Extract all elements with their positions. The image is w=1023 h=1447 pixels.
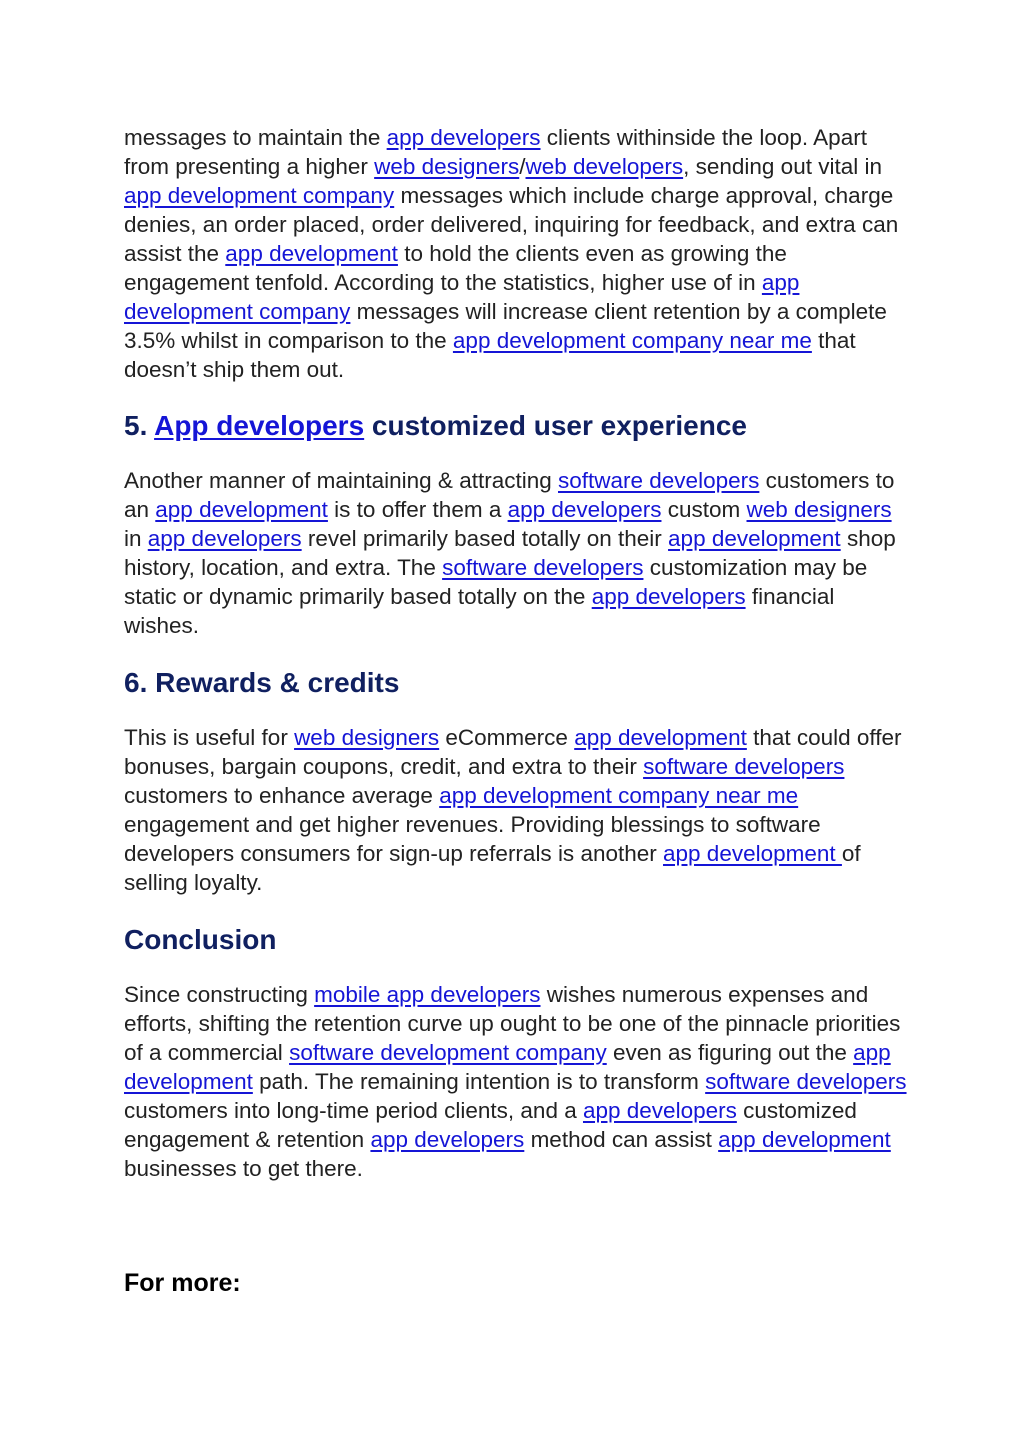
paragraph-2 (124, 466, 914, 640)
hyperlink[interactable]: software developers (643, 754, 845, 779)
hyperlink[interactable]: app developers (386, 125, 541, 150)
paragraph-4 (124, 980, 914, 1183)
hyperlink[interactable]: app development (155, 497, 328, 522)
hyperlink[interactable]: app development (668, 526, 841, 551)
text-run: shop history, location, and extra. The (124, 526, 896, 580)
hyperlink[interactable]: app developers (582, 1098, 737, 1123)
heading-5-customized-user-experience (124, 409, 914, 443)
text-run: is to offer them a (327, 497, 508, 522)
hyperlink[interactable]: web designers (374, 154, 520, 179)
text-run: customers into long-time period clients, and a (124, 1098, 583, 1123)
hyperlink[interactable]: app developers (591, 584, 746, 609)
paragraph-1 (124, 123, 914, 384)
hyperlink[interactable]: app development company near me (439, 783, 799, 808)
hyperlink[interactable]: software developers (705, 1069, 907, 1094)
hyperlink[interactable]: app development company (124, 270, 800, 324)
text-run: to hold the clients even as growing the engagement tenfold. According to the statistics, higher use of in (124, 241, 787, 295)
text-run: even as figuring out the (606, 1040, 854, 1065)
text-run: Since constructing (124, 982, 315, 1007)
text-run: in (124, 526, 148, 551)
text-run: of selling loyalty. (124, 841, 861, 895)
text-run: Conclusion (124, 924, 277, 955)
text-run: This is useful for (124, 725, 295, 750)
text-run: eCommerce (439, 725, 575, 750)
hyperlink[interactable]: app development (225, 241, 398, 266)
text-run: engagement and get higher revenues. Providing blessings to software developers consumers for sign-up referrals is another (124, 812, 821, 866)
text-run: customers to enhance average (124, 783, 440, 808)
paragraph-3 (124, 723, 914, 897)
text-run: that doesn’t ship them out. (124, 328, 856, 382)
hyperlink[interactable]: software developers (558, 468, 760, 493)
for-more-heading: For more: (124, 1269, 241, 1297)
text-run: businesses to get there. (124, 1156, 363, 1181)
text-run: 6. Rewards & credits (124, 667, 400, 698)
hyperlink[interactable]: app development (663, 841, 842, 866)
text-run: path. The remaining intention is to transform (252, 1069, 706, 1094)
text-run: / (519, 154, 526, 179)
hyperlink[interactable]: app development (574, 725, 747, 750)
text-run: , sending out vital in (683, 154, 882, 179)
text-run: 5. (124, 410, 155, 441)
text-run: customized user experience (364, 410, 747, 441)
hyperlink[interactable]: app development (718, 1127, 891, 1152)
text-run: messages which include charge approval, charge denies, an order placed, order delivered, inquiring for feedback, and extra can assist the (124, 183, 899, 266)
text-run: customized engagement & retention (124, 1098, 857, 1152)
text-run: that could offer bonuses, bargain coupons, credit, and extra to their (124, 725, 902, 779)
text-run: custom (661, 497, 747, 522)
hyperlink[interactable]: software development company (289, 1040, 607, 1065)
hyperlink[interactable]: app developers (147, 526, 302, 551)
text-run: financial wishes. (124, 584, 835, 638)
hyperlink[interactable]: app developers (507, 497, 662, 522)
hyperlink[interactable]: software developers (442, 555, 644, 580)
hyperlink[interactable]: app development company near me (452, 328, 812, 353)
text-run: method can assist (524, 1127, 719, 1152)
text-run: customers to an (124, 468, 895, 522)
article-body (124, 123, 914, 1183)
text-run: Another manner of maintaining & attracting (124, 468, 558, 493)
hyperlink[interactable]: app development (124, 1040, 891, 1094)
text-run: wishes numerous expenses and efforts, shifting the retention curve up ought to be one of the pinnacle priorities of a commercial (124, 982, 901, 1065)
heading-conclusion (124, 923, 914, 957)
hyperlink[interactable]: app development company (124, 183, 395, 208)
text-run: customization may be static or dynamic primarily based totally on the (124, 555, 868, 609)
hyperlink[interactable]: web developers (525, 154, 684, 179)
heading-6-rewards-credits (124, 666, 914, 700)
hyperlink[interactable]: mobile app developers (314, 982, 541, 1007)
text-run: messages to maintain the (124, 125, 387, 150)
hyperlink[interactable]: web designers (746, 497, 892, 522)
text-run: clients withinside the loop. Apart from presenting a higher (124, 125, 867, 179)
hyperlink[interactable]: app developers (370, 1127, 525, 1152)
hyperlink[interactable]: web designers (294, 725, 440, 750)
text-run: revel primarily based totally on their (301, 526, 669, 551)
hyperlink[interactable]: App developers (154, 410, 365, 441)
text-run: messages will increase client retention by a complete 3.5% whilst in comparison to the (124, 299, 887, 353)
